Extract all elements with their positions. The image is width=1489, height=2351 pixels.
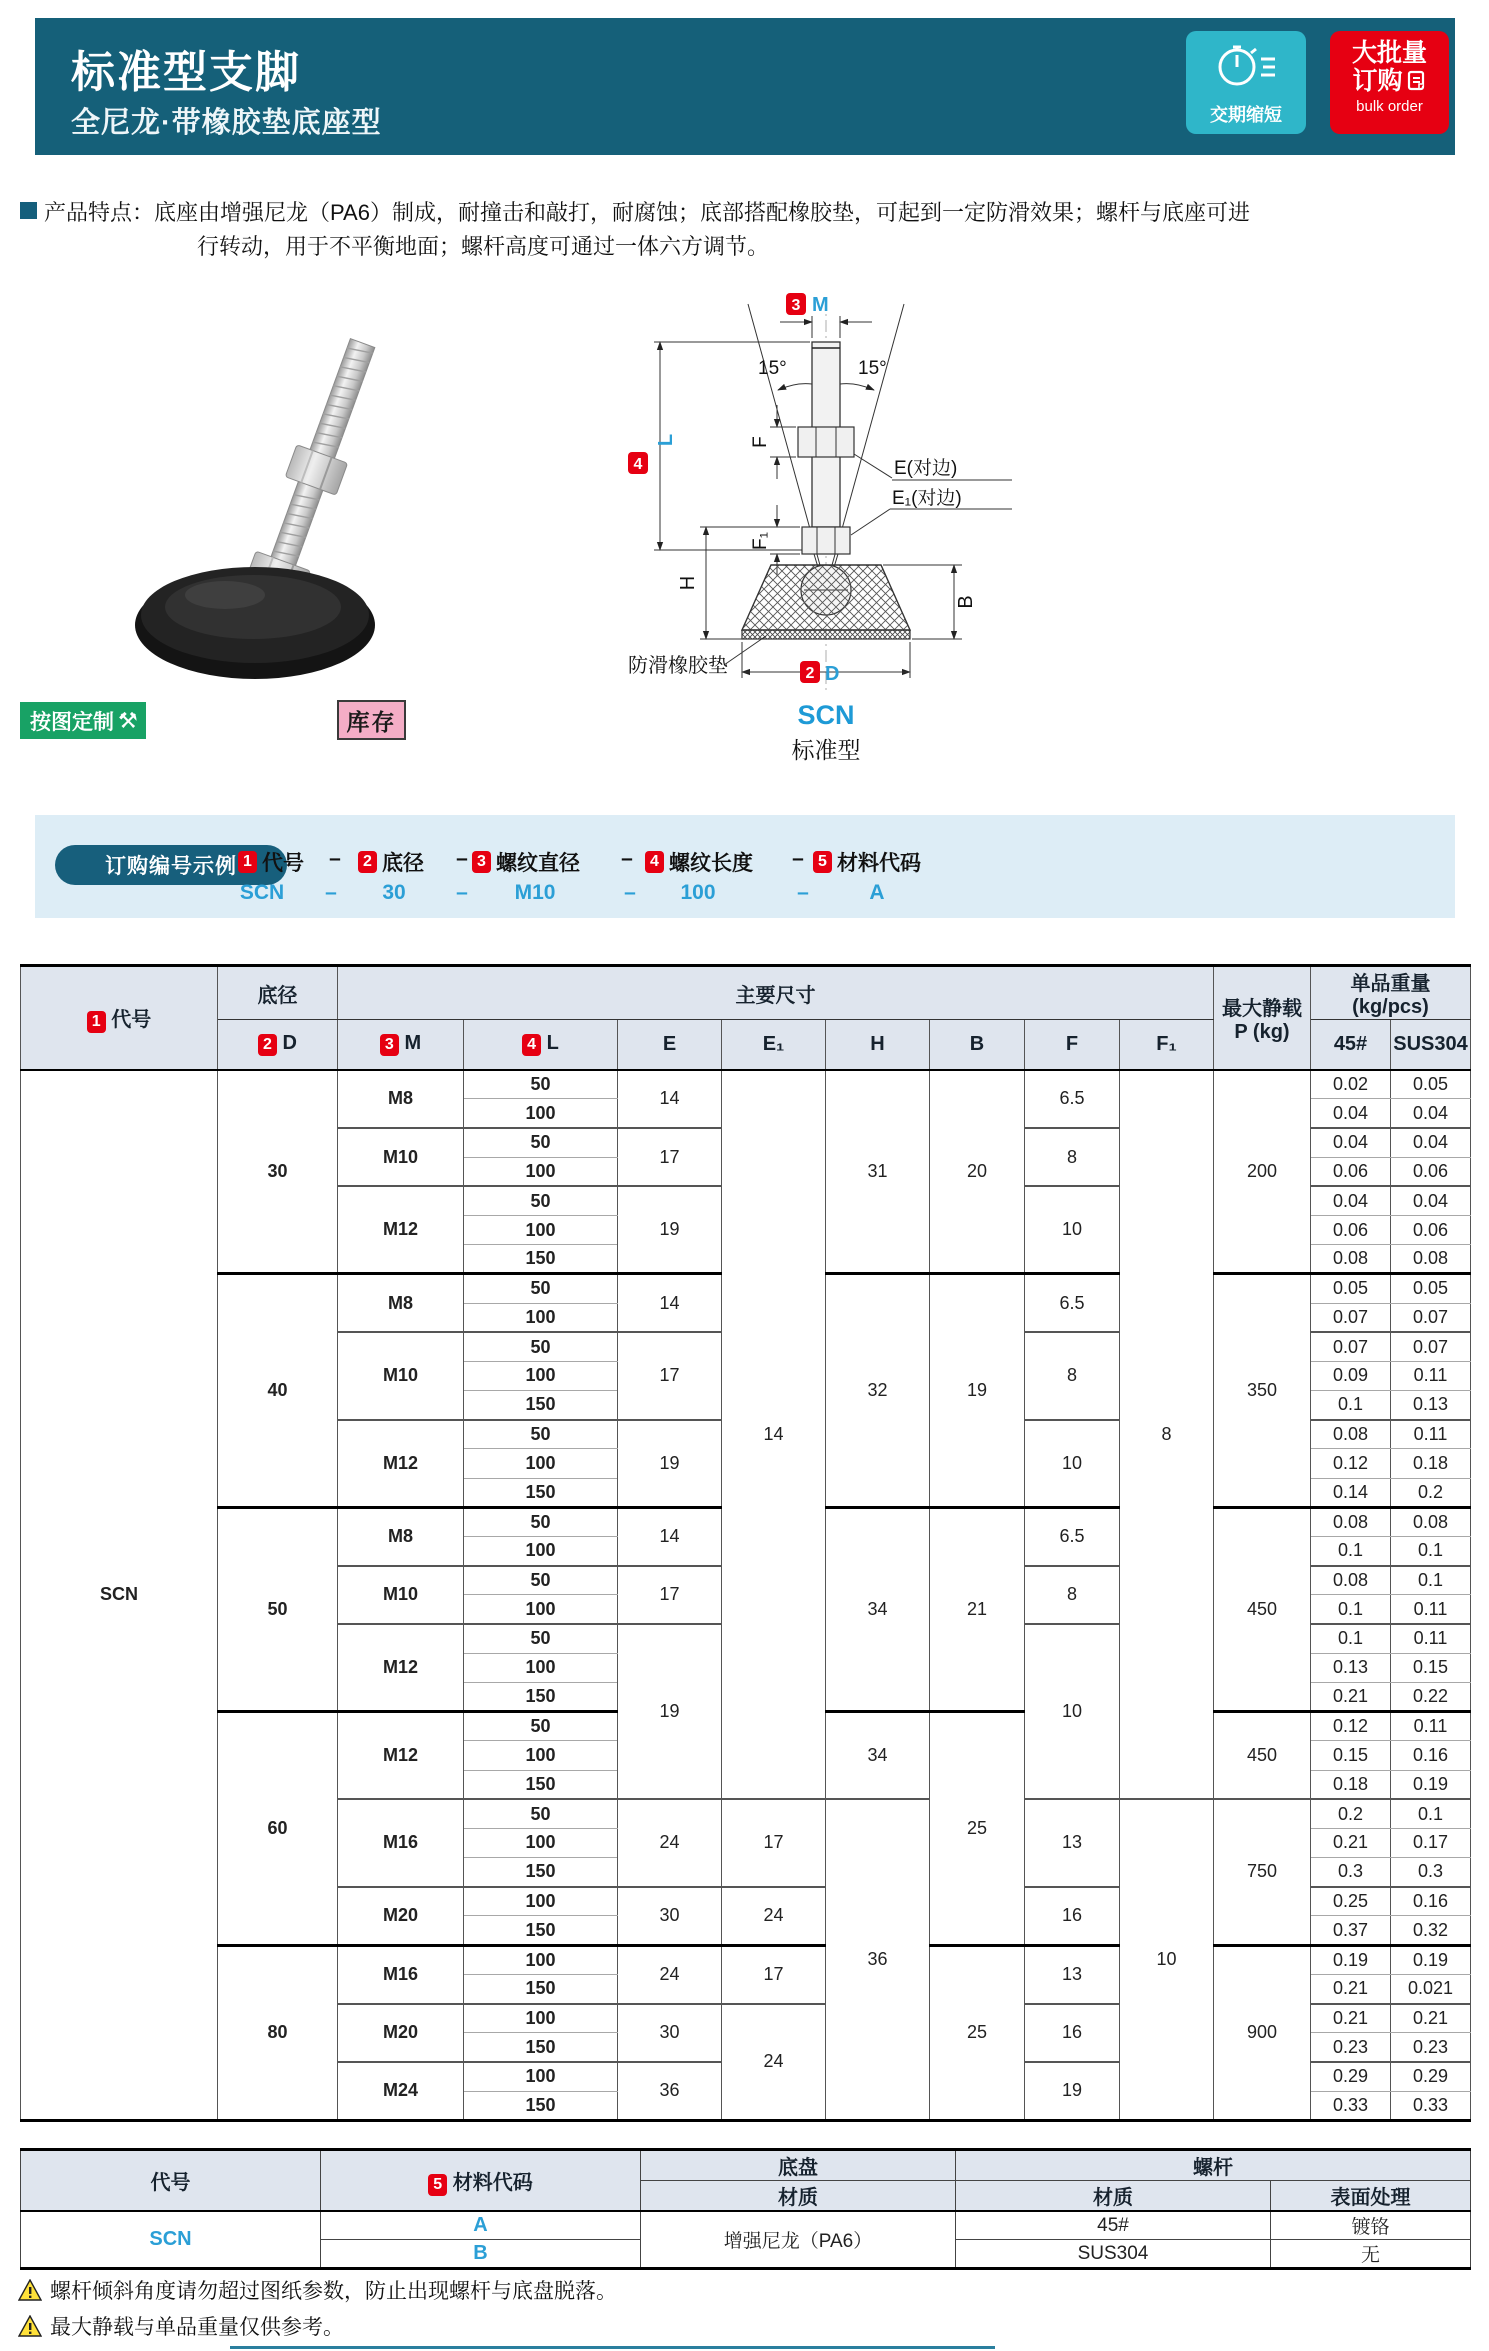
table-cell: 0.04 (1311, 1128, 1391, 1157)
table-cell: M10 (338, 1566, 464, 1624)
table-cell: 0.07 (1391, 1332, 1471, 1361)
table-row (21, 1070, 1471, 1099)
table-cell: 14 (618, 1507, 722, 1565)
table-cell: 0.08 (1311, 1566, 1391, 1595)
badge-4: 4 (633, 456, 643, 473)
table-cell: 0.06 (1391, 1215, 1471, 1244)
table-cell: 24 (722, 1887, 826, 1945)
table-cell: 100 (464, 1303, 618, 1332)
table-cell: 24 (618, 1799, 722, 1887)
table-cell: 100 (464, 1653, 618, 1682)
table-cell: 100 (464, 1887, 618, 1916)
document-icon (1407, 70, 1427, 92)
warning-icon (18, 2279, 42, 2301)
table-cell: 0.11 (1391, 1712, 1471, 1741)
b-label: B (955, 595, 977, 609)
order-value-thread-len: 100 (680, 881, 716, 904)
table-cell: 24 (618, 1945, 722, 2003)
table-cell: 0.11 (1391, 1361, 1471, 1390)
table-cell: 0.18 (1311, 1770, 1391, 1799)
table-cell: 200 (1214, 1070, 1311, 1274)
badge-3: 3 (791, 297, 801, 314)
table-cell: 40 (218, 1274, 338, 1508)
table-cell: 0.1 (1311, 1391, 1391, 1420)
table-cell: 0.04 (1311, 1099, 1391, 1128)
table-cell: 25 (930, 1945, 1025, 2120)
table-cell: 16 (1025, 1887, 1120, 1945)
table-cell: 0.29 (1391, 2062, 1471, 2091)
col-e1: E₁ (722, 1020, 826, 1070)
table-cell: 0.15 (1311, 1741, 1391, 1770)
table-cell: 19 (618, 1624, 722, 1799)
table-cell: 34 (826, 1507, 930, 1711)
table-row (21, 1945, 1471, 1974)
surface-a: 镀铬 (1271, 2211, 1471, 2240)
table-cell: 14 (618, 1070, 722, 1128)
table-cell: 0.08 (1311, 1420, 1391, 1449)
table-cell: 0.37 (1311, 1916, 1391, 1945)
table-cell: 0.06 (1311, 1215, 1391, 1244)
table-cell: 100 (464, 1945, 618, 1974)
table-cell: 17 (618, 1566, 722, 1624)
table-cell: 150 (464, 1245, 618, 1274)
table-cell: 0.05 (1391, 1274, 1471, 1303)
angle-left-label: 15° (758, 358, 787, 379)
table-cell: 0.21 (1311, 1974, 1391, 2003)
order-value-material: A (869, 881, 885, 904)
table-cell: 0.2 (1391, 1478, 1471, 1507)
main-table-body (21, 1070, 1471, 2121)
table-cell: 0.18 (1391, 1449, 1471, 1478)
table-cell: 19 (618, 1186, 722, 1274)
table-cell: 150 (464, 1391, 618, 1420)
table-cell: 17 (618, 1128, 722, 1186)
stopwatch-icon (1211, 41, 1281, 89)
base-material-value: 增强尼龙（PA6） (641, 2211, 956, 2269)
table-cell: 21 (930, 1507, 1025, 1711)
table-cell: 10 (1120, 1799, 1214, 2120)
mat-col-code: 代号 (21, 2150, 321, 2212)
table-cell: 0.3 (1311, 1858, 1391, 1887)
table-cell: 0.33 (1311, 2091, 1391, 2120)
table-cell: 36 (618, 2062, 722, 2120)
material-row-a (21, 2211, 1471, 2240)
h-label: H (677, 575, 699, 591)
table-cell: 0.1 (1311, 1624, 1391, 1653)
table-cell: 0.16 (1391, 1887, 1471, 1916)
bulk-order-line1: 大批量 (1351, 39, 1427, 67)
stock-label: 库存 (346, 708, 397, 735)
table-cell: 0.29 (1311, 2062, 1391, 2091)
table-cell: 100 (464, 1449, 618, 1478)
table-cell: 50 (464, 1332, 618, 1361)
table-cell: 6.5 (1025, 1507, 1120, 1565)
table-cell: 0.11 (1391, 1595, 1471, 1624)
table-cell: 50 (464, 1274, 618, 1303)
table-cell: 150 (464, 1478, 618, 1507)
screw-material-a: 45# (956, 2211, 1271, 2240)
table-cell: 0.06 (1391, 1157, 1471, 1186)
note-2: 最大静载与单品重量仅供参考。 (18, 2308, 617, 2344)
col-d: 2 D (218, 1020, 338, 1070)
table-cell: M10 (338, 1128, 464, 1186)
table-cell: 50 (218, 1507, 338, 1711)
table-cell: 17 (722, 1945, 826, 2003)
pad-label: 防滑橡胶垫 (628, 655, 728, 677)
e-label: E(对边) (894, 458, 958, 479)
delivery-badge-label: 交期缩短 (1210, 105, 1282, 125)
table-cell: 0.02 (1311, 1070, 1391, 1099)
bulk-order-badge[interactable] (1330, 31, 1449, 134)
table-cell: 8 (1025, 1128, 1120, 1186)
dimension-table (20, 964, 1471, 2122)
table-cell: 0.12 (1311, 1712, 1391, 1741)
table-cell: 0.17 (1391, 1828, 1471, 1857)
table-cell: 0.19 (1311, 1945, 1391, 1974)
material-code-a: A (321, 2211, 641, 2240)
page-subtitle: 全尼龙·带橡胶垫底座型 (71, 107, 382, 139)
table-cell: 34 (826, 1712, 930, 1800)
angle-right-label: 15° (858, 358, 887, 379)
table-cell: 0.09 (1311, 1361, 1391, 1390)
screw-material-b: SUS304 (956, 2240, 1271, 2269)
table-cell: 0.06 (1311, 1157, 1391, 1186)
table-cell: 450 (1214, 1712, 1311, 1800)
bulk-order-en: bulk order (1356, 98, 1423, 115)
table-cell: 0.08 (1311, 1245, 1391, 1274)
table-cell: 100 (464, 1215, 618, 1244)
col-base-dia-group: 底径 (218, 966, 338, 1020)
header-banner (35, 18, 1455, 155)
order-part-material: 5 材料代码 (813, 847, 921, 877)
col-b: B (930, 1020, 1025, 1070)
order-part-thread-dia: 3 螺纹直径 (472, 847, 580, 877)
table-cell: 0.19 (1391, 1945, 1471, 1974)
table-cell: 0.1 (1391, 1537, 1471, 1566)
table-cell: 0.13 (1391, 1391, 1471, 1420)
custom-order-badge[interactable] (20, 702, 146, 739)
table-cell: 0.1 (1311, 1595, 1391, 1624)
table-cell: 100 (464, 1157, 618, 1186)
table-cell: 0.11 (1391, 1624, 1471, 1653)
f-label: F (750, 436, 771, 448)
table-cell: 0.13 (1311, 1653, 1391, 1682)
table-cell: 0.11 (1391, 1420, 1471, 1449)
table-cell: 10 (1025, 1420, 1120, 1508)
col-e: E (618, 1020, 722, 1070)
table-cell: 6.5 (1025, 1070, 1120, 1128)
table-cell: 50 (464, 1712, 618, 1741)
features-text1: 底座由增强尼龙（PA6）制成，耐撞击和敲打，耐腐蚀；底部搭配橡胶垫，可起到一定防滑效果；螺杆与底座可进 (154, 200, 1250, 225)
table-cell: SCN (21, 1070, 218, 2121)
col-45: 45# (1311, 1020, 1391, 1070)
table-cell: 50 (464, 1566, 618, 1595)
features-text2: 行转动，用于不平衡地面；螺杆高度可通过一体六方调节。 (197, 234, 770, 259)
d-label: D (825, 663, 840, 685)
table-cell: 13 (1025, 1799, 1120, 1887)
table-cell: 20 (930, 1070, 1025, 1274)
table-cell: 100 (464, 2004, 618, 2033)
table-cell: 14 (618, 1274, 722, 1332)
product-features (20, 196, 1480, 264)
col-f1: F₁ (1120, 1020, 1214, 1070)
table-cell: 17 (722, 1799, 826, 1887)
order-part-thread-len: 4 螺纹长度 (645, 847, 753, 877)
table-cell: 0.32 (1391, 1916, 1471, 1945)
table-cell: 0.19 (1391, 1770, 1471, 1799)
table-cell: 0.021 (1391, 1974, 1471, 2003)
table-cell: M20 (338, 2004, 464, 2062)
order-value-code: SCN (239, 881, 285, 904)
table-cell: M12 (338, 1624, 464, 1712)
table-cell: 14 (722, 1070, 826, 1800)
table-cell: 0.08 (1391, 1245, 1471, 1274)
table-cell: 450 (1214, 1507, 1311, 1711)
table-cell: 0.07 (1311, 1332, 1391, 1361)
col-code: 1 代号 (21, 966, 218, 1070)
mat-col-base: 底盘 (641, 2150, 956, 2181)
table-cell: 150 (464, 1858, 618, 1887)
table-cell: 100 (464, 1361, 618, 1390)
table-cell: 100 (464, 1537, 618, 1566)
table-cell: M8 (338, 1507, 464, 1565)
table-cell: M16 (338, 1945, 464, 2003)
surface-b: 无 (1271, 2240, 1471, 2269)
table-cell: 19 (1025, 2062, 1120, 2120)
col-h: H (826, 1020, 930, 1070)
table-cell: 0.33 (1391, 2091, 1471, 2120)
table-cell: 0.22 (1391, 1682, 1471, 1711)
order-value-diameter: 30 (382, 881, 406, 904)
table-cell: M24 (338, 2062, 464, 2120)
mat-col-surface: 表面处理 (1271, 2181, 1471, 2212)
order-value-thread-dia: M10 (514, 881, 556, 904)
order-part-diameter: 2 底径 (358, 847, 424, 877)
page-title: 标准型支脚 (71, 48, 301, 97)
col-f: F (1025, 1020, 1120, 1070)
table-cell: M8 (338, 1070, 464, 1128)
col-l: 4 L (464, 1020, 618, 1070)
table-cell: 36 (826, 1799, 930, 2120)
table-cell: M16 (338, 1799, 464, 1887)
table-cell: 8 (1025, 1566, 1120, 1624)
table-cell: 8 (1025, 1332, 1120, 1420)
product-photo (105, 295, 415, 695)
mat-col-material-code: 5 材料代码 (321, 2150, 641, 2212)
table-cell: 31 (826, 1070, 930, 1274)
table-cell: 0.16 (1391, 1741, 1471, 1770)
table-cell: 60 (218, 1712, 338, 1946)
table-cell: 0.08 (1391, 1507, 1471, 1536)
table-cell: M10 (338, 1332, 464, 1420)
table-cell: 19 (930, 1274, 1025, 1508)
table-cell: 0.07 (1311, 1303, 1391, 1332)
table-cell: 8 (1120, 1070, 1214, 1800)
col-sus304: SUS304 (1391, 1020, 1471, 1070)
table-cell: 32 (826, 1274, 930, 1508)
table-cell: 150 (464, 2033, 618, 2062)
table-cell: 0.1 (1311, 1537, 1391, 1566)
table-cell: 100 (464, 1828, 618, 1857)
footnotes (18, 2272, 617, 2344)
table-cell: 0.25 (1311, 1887, 1391, 1916)
page-divider (230, 2346, 995, 2349)
table-cell: 0.21 (1391, 2004, 1471, 2033)
table-cell: 100 (464, 1099, 618, 1128)
table-cell: 100 (464, 2062, 618, 2091)
table-cell: 17 (618, 1332, 722, 1420)
table-cell: 50 (464, 1799, 618, 1828)
table-cell: 0.04 (1391, 1186, 1471, 1215)
table-cell: 50 (464, 1624, 618, 1653)
material-code-name: SCN (21, 2211, 321, 2269)
col-m: 3 M (338, 1020, 464, 1070)
stock-badge[interactable] (337, 700, 406, 740)
m-label: M (812, 294, 829, 316)
table-cell: M12 (338, 1420, 464, 1508)
table-cell: M20 (338, 1887, 464, 1945)
table-cell: 25 (930, 1712, 1025, 1946)
table-cell: 30 (618, 1887, 722, 1945)
col-max-load: 最大静载 P (kg) (1214, 966, 1311, 1070)
material-table (20, 2148, 1471, 2270)
table-cell: 0.07 (1391, 1303, 1471, 1332)
table-cell: 0.12 (1311, 1449, 1391, 1478)
table-cell: 0.15 (1391, 1653, 1471, 1682)
table-cell: 750 (1214, 1799, 1311, 1945)
order-part-code: 1 代号 (238, 847, 304, 877)
warning-icon (18, 2315, 42, 2337)
table-cell: 19 (618, 1420, 722, 1508)
table-cell: 50 (464, 1186, 618, 1215)
table-cell: 0.04 (1391, 1099, 1471, 1128)
table-cell: 0.21 (1311, 1682, 1391, 1711)
material-code-b: B (321, 2240, 641, 2269)
table-cell: 30 (618, 2004, 722, 2062)
mat-col-screw: 螺杆 (956, 2150, 1471, 2181)
table-cell: 0.05 (1311, 1274, 1391, 1303)
table-cell: 80 (218, 1945, 338, 2120)
table-cell: 10 (1025, 1624, 1120, 1799)
table-cell: 100 (464, 1595, 618, 1624)
table-cell: 0.04 (1311, 1186, 1391, 1215)
table-cell: 0.21 (1311, 1828, 1391, 1857)
table-cell: 0.23 (1311, 2033, 1391, 2062)
table-cell: 0.04 (1391, 1128, 1471, 1157)
table-cell: 0.3 (1391, 1858, 1471, 1887)
technical-diagram (620, 292, 1020, 784)
table-cell: 0.2 (1311, 1799, 1391, 1828)
table-cell: M12 (338, 1712, 464, 1800)
table-cell: 0.1 (1391, 1799, 1471, 1828)
col-unit-weight-group: 单品重量 (kg/pcs) (1311, 966, 1471, 1020)
table-cell: 0.08 (1311, 1507, 1391, 1536)
table-cell: 150 (464, 2091, 618, 2120)
table-cell: 6.5 (1025, 1274, 1120, 1332)
table-cell: 0.21 (1311, 2004, 1391, 2033)
table-cell: 13 (1025, 1945, 1120, 2003)
square-bullet-icon (20, 202, 37, 219)
table-cell: 50 (464, 1128, 618, 1157)
table-cell: 10 (1025, 1186, 1120, 1274)
table-header (21, 966, 1471, 1070)
l-label: L (655, 433, 677, 447)
table-cell: 0.23 (1391, 2033, 1471, 2062)
bulk-order-line2: 订购 (1330, 67, 1449, 95)
table-cell: 24 (722, 2004, 826, 2121)
tools-icon: ⚒ (118, 707, 138, 733)
order-example-section: 订购编号示例 1 代号 – 2 底径 – 3 螺纹直径 – 4 螺纹长度 – 5 材料代码 SCN – 30 – M10 – 100 – A (35, 815, 1455, 918)
custom-order-label: 按图定制 (30, 710, 114, 734)
features-label: 产品特点： (44, 200, 155, 225)
table-cell: 150 (464, 1770, 618, 1799)
table-cell: 150 (464, 1974, 618, 2003)
table-cell: 50 (464, 1420, 618, 1449)
table-cell: 16 (1025, 2004, 1120, 2062)
table-cell: 50 (464, 1070, 618, 1099)
order-example-pill: 订购编号示例 (55, 845, 287, 885)
mat-col-screw-material: 材质 (956, 2181, 1271, 2212)
col-main-dims-group: 主要尺寸 (338, 966, 1214, 1020)
table-cell: M12 (338, 1186, 464, 1274)
table-cell: M8 (338, 1274, 464, 1332)
table-cell: 150 (464, 1916, 618, 1945)
diagram-model-type: 标准型 (791, 737, 861, 763)
table-cell: 150 (464, 1682, 618, 1711)
table-cell: 50 (464, 1507, 618, 1536)
mat-col-base-material: 材质 (641, 2181, 956, 2212)
note-1: 螺杆倾斜角度请勿超过图纸参数，防止出现螺杆与底盘脱落。 (18, 2272, 617, 2308)
table-cell: 0.05 (1391, 1070, 1471, 1099)
table-cell: 30 (218, 1070, 338, 1274)
e1-label: E₁(对边) (892, 488, 962, 509)
table-cell: 0.1 (1391, 1566, 1471, 1595)
diagram-model: SCN (797, 700, 855, 730)
delivery-badge[interactable] (1186, 31, 1306, 134)
table-cell: 0.14 (1311, 1478, 1391, 1507)
table-cell: 100 (464, 1741, 618, 1770)
table-cell: 350 (1214, 1274, 1311, 1508)
badge-2: 2 (805, 665, 815, 682)
f1-label: F₁ (750, 531, 771, 551)
table-cell: 900 (1214, 1945, 1311, 2120)
